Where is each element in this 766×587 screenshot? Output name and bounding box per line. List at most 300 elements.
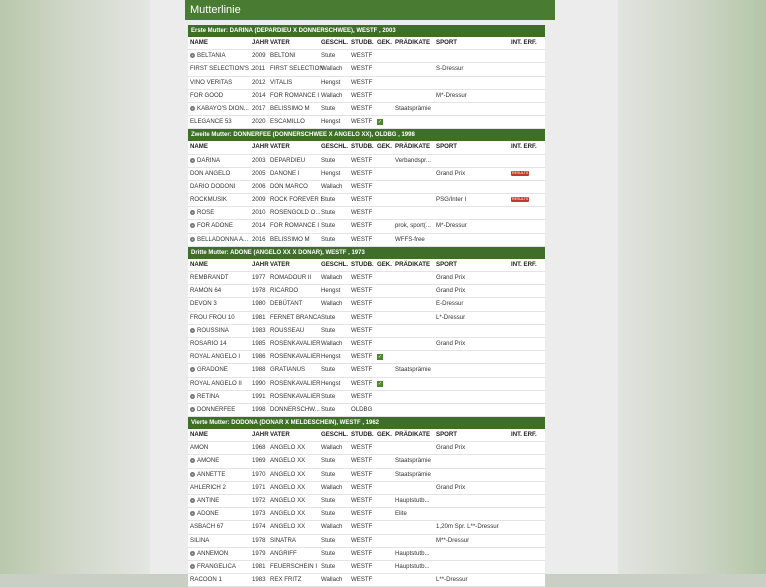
cell-vater: ROSENKAVALIER <box>270 392 321 400</box>
horse-name-link[interactable] <box>190 103 248 115</box>
cell-vater: BELISSIMO M <box>270 235 310 243</box>
results-badge[interactable]: RESULTS <box>512 170 529 175</box>
horse-name: DARINA <box>197 156 221 164</box>
table-row[interactable] <box>188 285 545 298</box>
cell-sport: S-Dressur <box>436 65 464 73</box>
cell-stud: WESTF <box>351 222 373 230</box>
cell-prad: Staatsprämie <box>395 104 431 112</box>
cell-vater: DEBÜTANT <box>270 300 303 308</box>
cell-prad: Staatsprämie <box>395 470 431 478</box>
cell-jahr: 2010 <box>252 209 266 217</box>
cell-gesch: Stute <box>321 104 336 112</box>
column-header-name: NAME <box>190 260 208 268</box>
cell-gesch: Wallach <box>321 182 343 190</box>
cell-jahr: 1979 <box>252 549 266 557</box>
cell-gesch: Wallach <box>321 576 343 584</box>
column-header-vater: VATER <box>270 39 290 46</box>
expand-plus-icon[interactable]: + <box>191 53 194 59</box>
cell-gesch: Stute <box>321 235 336 243</box>
background-left <box>0 0 150 574</box>
cell-vater: ROMADOUR II <box>270 274 312 281</box>
cell-gesch: Wallach <box>321 65 343 73</box>
cell-prad: WFFS-free <box>395 235 425 243</box>
horse-name-link[interactable] <box>190 90 248 102</box>
cell-stud: WESTF <box>351 457 373 465</box>
column-header-sport: SPORT <box>436 39 457 46</box>
horse-name-link[interactable] <box>190 325 248 337</box>
cell-vater: ANGELO XX <box>270 470 306 478</box>
table-row[interactable] <box>188 469 545 482</box>
cell-gesch: Stute <box>321 156 336 164</box>
cell-sport: L**-Dressur <box>436 576 468 584</box>
horse-name: FROU FROU 10 <box>190 313 235 321</box>
horse-name: ROYAL ANGELO I <box>190 353 241 361</box>
column-header-row <box>188 259 545 272</box>
horse-name-link[interactable] <box>190 194 248 206</box>
cell-jahr: 1983 <box>252 576 266 584</box>
horse-name: FOR GOOD <box>190 91 224 99</box>
horse-name: ADONE <box>197 510 219 518</box>
column-header-vater: VATER <box>270 260 290 268</box>
cell-stud: WESTF <box>351 313 373 321</box>
cell-stud: WESTF <box>351 118 373 126</box>
section-title: Erste Mutter: DARINA (DEPARDIEU X DONNERSCHWEE), WESTF , 2003 <box>188 25 545 37</box>
column-header-stud: STUDB. <box>351 431 374 439</box>
cell-jahr: 2009 <box>252 196 266 204</box>
horse-name: RACOON 1 <box>190 576 222 584</box>
expand-plus-icon[interactable]: + <box>191 327 194 333</box>
expand-plus-icon[interactable]: + <box>191 563 194 569</box>
cell-jahr: 2012 <box>252 78 266 86</box>
horse-name-link[interactable] <box>190 574 248 586</box>
cell-gesch: Hengst <box>321 78 341 86</box>
horse-name: ANNEMON <box>197 549 229 557</box>
horse-name-link[interactable] <box>190 168 248 180</box>
horse-name-link[interactable] <box>190 378 248 390</box>
column-header-prad: PRÄDIKATE <box>395 431 431 439</box>
column-header-int: INT. ERF. <box>511 431 537 439</box>
column-header-vater: VATER <box>270 143 290 151</box>
horse-name-link[interactable] <box>190 77 248 89</box>
cell-jahr: 1970 <box>252 470 266 478</box>
table-row[interactable] <box>188 63 545 76</box>
table-row[interactable] <box>188 574 545 587</box>
horse-name-link[interactable] <box>190 116 248 128</box>
table-row[interactable] <box>188 194 545 207</box>
cell-jahr: 2011 <box>252 65 266 73</box>
horse-name-link[interactable] <box>190 404 248 416</box>
expand-plus-icon[interactable]: + <box>191 105 194 111</box>
cell-stud: WESTF <box>351 562 373 570</box>
cell-gesch: Hengst <box>321 118 341 126</box>
horse-name: FOR ADONE <box>197 222 233 230</box>
column-header-name: NAME <box>190 431 208 439</box>
cell-sport: Grand Prix <box>436 287 466 295</box>
cell-prad: prok, sport(... <box>395 222 431 230</box>
cell-jahr: 2020 <box>252 118 266 126</box>
cell-jahr: 1991 <box>252 392 266 400</box>
cell-sport: PSG/Inter I <box>436 196 467 204</box>
horse-name: GRADONE <box>197 366 228 374</box>
horse-name-link[interactable] <box>190 535 248 547</box>
cell-gesch: Wallach <box>321 523 343 531</box>
horse-name-link[interactable] <box>190 298 248 310</box>
expand-plus-icon[interactable]: + <box>191 550 194 556</box>
cell-sport: Grand Prix <box>436 339 466 347</box>
cell-jahr: 1971 <box>252 483 266 491</box>
horse-name: RETINA <box>197 392 220 400</box>
table-row[interactable] <box>188 378 545 391</box>
table-row[interactable] <box>188 207 545 220</box>
section-title: Zweite Mutter: DONNERFEE (DONNERSCHWEE X ANGELO XX), OLDBG , 1998 <box>188 129 545 141</box>
horse-name-link[interactable] <box>190 364 248 376</box>
horse-name-link[interactable] <box>190 207 248 219</box>
gekoert-check-icon: ✓ <box>377 354 383 361</box>
column-header-gesch: GESCHL. <box>321 143 349 151</box>
cell-vater: BELTONI <box>270 52 296 60</box>
cell-jahr: 1973 <box>252 510 266 518</box>
horse-name: ROUSSINA <box>197 326 229 334</box>
cell-sport: Grand Prix <box>436 444 466 452</box>
column-header-jahr: JAHR <box>252 143 269 151</box>
cell-jahr: 1998 <box>252 405 266 413</box>
horse-name: ASBACH 67 <box>190 523 224 531</box>
cell-gesch: Stute <box>321 549 336 557</box>
table-row[interactable] <box>188 442 545 455</box>
horse-name-link[interactable] <box>190 234 248 246</box>
cell-stud: WESTF <box>351 470 373 478</box>
cell-sport: E-Dressur <box>436 300 464 308</box>
horse-name-link[interactable] <box>190 285 248 297</box>
cell-gesch: Stute <box>321 366 336 374</box>
cell-gesch: Stute <box>321 562 336 570</box>
table-row[interactable] <box>188 77 545 90</box>
horse-name-link[interactable] <box>190 351 248 363</box>
horse-name: AMONE <box>197 457 220 465</box>
cell-stud: WESTF <box>351 497 373 504</box>
column-header-gesch: GESCHL. <box>321 431 349 439</box>
table-row[interactable] <box>188 455 545 468</box>
cell-vater: ROSENKAVALIER <box>270 353 321 361</box>
horse-name-link[interactable] <box>190 220 248 232</box>
cell-vater: ROSENKAVALIER <box>270 339 321 347</box>
cell-vater: ANGELO XX <box>270 444 306 452</box>
expand-plus-icon[interactable]: + <box>191 471 194 477</box>
cell-vater: BELISSIMO M <box>270 104 310 112</box>
table-row[interactable] <box>188 272 545 285</box>
column-header-sport: SPORT <box>436 260 457 268</box>
horse-name: KABAYO'S DION... <box>197 104 249 112</box>
horse-name: AMON <box>190 444 209 452</box>
cell-gesch: Stute <box>321 313 336 321</box>
horse-name-link[interactable] <box>190 63 256 75</box>
cell-gesch: Stute <box>321 457 336 465</box>
table-row[interactable] <box>188 325 545 338</box>
cell-int <box>511 194 543 206</box>
horse-name-link[interactable] <box>190 50 248 62</box>
column-header-jahr: JAHR <box>252 431 269 439</box>
cell-vater: RICARDO <box>270 287 299 295</box>
horse-name-link[interactable] <box>190 391 248 403</box>
expand-plus-icon[interactable]: + <box>191 210 194 216</box>
gekoert-check-icon: ✓ <box>377 380 383 387</box>
cell-stud: WESTF <box>351 156 373 164</box>
cell-stud: WESTF <box>351 366 373 374</box>
cell-stud: WESTF <box>351 235 373 243</box>
table-row[interactable] <box>188 482 545 495</box>
background-right <box>618 0 766 574</box>
horse-name: AHLERICH 2 <box>190 483 226 491</box>
cell-jahr: 2009 <box>252 52 266 60</box>
horse-name: ROSARIO 14 <box>190 339 227 347</box>
column-header-gek: GEK. <box>377 260 392 268</box>
cell-jahr: 1972 <box>252 497 266 504</box>
expand-plus-icon[interactable]: + <box>191 511 194 517</box>
table-row[interactable] <box>188 50 545 63</box>
column-header-gek: GEK. <box>377 431 392 439</box>
cell-vater: ROSENKAVALIER <box>270 379 321 387</box>
expand-plus-icon[interactable]: + <box>191 223 194 229</box>
table-row[interactable] <box>188 155 545 168</box>
expand-plus-icon[interactable]: + <box>191 393 194 399</box>
cell-stud: WESTF <box>351 510 373 518</box>
horse-name: ROCKMUSIK <box>190 196 227 204</box>
horse-name: DONNERFEE <box>197 405 236 413</box>
cell-vater: VITALIS <box>270 78 293 86</box>
cell-gesch: Wallach <box>321 274 343 281</box>
horse-name-link[interactable] <box>190 521 248 533</box>
cell-stud: WESTF <box>351 483 373 491</box>
cell-gesch: Stute <box>321 196 336 204</box>
table-row[interactable] <box>188 338 545 351</box>
cell-gesch: Hengst <box>321 353 341 361</box>
cell-jahr: 2014 <box>252 91 266 99</box>
cell-vater: FIRST SELECTION <box>270 65 324 73</box>
cell-vater: ROSENGOLD O... <box>270 209 321 217</box>
column-header-vater: VATER <box>270 431 290 439</box>
column-header-stud: STUDB. <box>351 39 374 46</box>
horse-name-link[interactable] <box>190 272 248 284</box>
table-row[interactable] <box>188 234 545 247</box>
cell-gesch: Stute <box>321 209 336 217</box>
horse-name-link[interactable] <box>190 495 248 507</box>
horse-name-link[interactable] <box>190 312 248 324</box>
table-row[interactable] <box>188 521 545 534</box>
results-badge[interactable]: RESULTS <box>512 197 529 202</box>
cell-stud: WESTF <box>351 52 373 60</box>
cell-vater: ESCAMILLO <box>270 118 305 126</box>
column-header-int: INT. ERF. <box>511 143 537 151</box>
table-row[interactable] <box>188 535 545 548</box>
table-row[interactable] <box>188 168 545 181</box>
cell-sport: Grand Prix <box>436 274 466 281</box>
expand-plus-icon[interactable]: + <box>191 157 194 163</box>
table-row[interactable] <box>188 391 545 404</box>
horse-name-link[interactable] <box>190 548 248 560</box>
horse-name-link[interactable] <box>190 455 248 467</box>
cell-vater: ANGELO XX <box>270 523 306 531</box>
horse-name: ROSE <box>197 209 215 217</box>
cell-gesch: Stute <box>321 536 336 544</box>
column-header-gek: GEK. <box>377 143 392 151</box>
cell-int <box>511 168 543 180</box>
cell-gesch: Stute <box>321 405 336 413</box>
column-header-gesch: GESCHL. <box>321 260 349 268</box>
cell-stud: WESTF <box>351 182 373 190</box>
cell-jahr: 2016 <box>252 235 266 243</box>
expand-plus-icon[interactable]: + <box>191 458 194 464</box>
horse-name: RAMON 64 <box>190 287 222 295</box>
cell-stud: WESTF <box>351 326 373 334</box>
cell-gesch: Stute <box>321 497 336 504</box>
table-row[interactable] <box>188 351 545 364</box>
horse-name: ANNETTE <box>197 470 226 478</box>
column-header-jahr: JAHR <box>252 260 269 268</box>
table-row[interactable] <box>188 90 545 103</box>
column-header-int: INT. ERF. <box>511 260 537 268</box>
cell-stud: WESTF <box>351 91 373 99</box>
table-row[interactable] <box>188 312 545 325</box>
cell-gek <box>377 351 393 363</box>
cell-sport: Grand Prix <box>436 483 466 491</box>
cell-prad: Staatsprämie <box>395 366 431 374</box>
cell-sport: M**-Dressur <box>436 536 470 544</box>
expand-plus-icon[interactable]: + <box>191 406 194 412</box>
cell-stud: WESTF <box>351 169 373 177</box>
horse-name: ELEGANCE 53 <box>190 118 232 126</box>
horse-name: BELTANIA <box>197 52 226 60</box>
cell-prad: Verbandspr... <box>395 156 431 164</box>
column-header-gesch: GESCHL. <box>321 39 349 46</box>
cell-prad: Staatsprämie <box>395 457 431 465</box>
horse-name-link[interactable] <box>190 442 248 454</box>
column-header-name: NAME <box>190 143 208 151</box>
column-header-sport: SPORT <box>436 143 457 151</box>
cell-prad: Hauptstutb... <box>395 549 430 557</box>
table-row[interactable] <box>188 561 545 574</box>
cell-sport: M*-Dressur <box>436 91 467 99</box>
cell-jahr: 1968 <box>252 444 266 452</box>
table-row[interactable] <box>188 220 545 233</box>
cell-vater: SINATRA <box>270 536 296 544</box>
horse-name-link[interactable] <box>190 181 248 193</box>
cell-jahr: 2014 <box>252 222 266 230</box>
pedigree-table <box>188 25 545 587</box>
panel-title: Mutterlinie <box>185 0 555 20</box>
section-title: Vierte Mutter: DODONA (DONAR X MELDESCHEIN), WESTF , 1962 <box>188 417 545 429</box>
cell-prad: Hauptstutb... <box>395 562 430 570</box>
table-row[interactable] <box>188 548 545 561</box>
column-header-stud: STUDB. <box>351 143 374 151</box>
horse-name-link[interactable] <box>190 338 248 350</box>
cell-jahr: 2005 <box>252 169 266 177</box>
section-title: Dritte Mutter: ADONE (ANGELO XX X DONAR), WESTF , 1973 <box>188 247 545 259</box>
cell-sport: L*-Dressur <box>436 313 466 321</box>
horse-name: FRANGELICA <box>197 562 236 570</box>
cell-jahr: 1988 <box>252 366 266 374</box>
horse-name: REMBRANDT <box>190 274 229 281</box>
horse-name: FIRST SELECTION'S ... <box>190 65 256 73</box>
cell-vater: ANGELO XX <box>270 497 306 504</box>
cell-vater: FOR ROMANCE I <box>270 91 320 99</box>
column-header-int: INT. ERF. <box>511 39 537 46</box>
cell-gek <box>377 116 393 128</box>
column-header-row <box>188 429 545 442</box>
horse-name-link[interactable] <box>190 469 248 481</box>
table-row[interactable] <box>188 116 545 129</box>
table-row[interactable] <box>188 508 545 521</box>
cell-stud: WESTF <box>351 196 373 204</box>
cell-stud: WESTF <box>351 379 373 387</box>
cell-gesch: Stute <box>321 326 336 334</box>
cell-jahr: 1977 <box>252 274 266 281</box>
cell-gesch: Wallach <box>321 91 343 99</box>
horse-name: ANTINE <box>197 497 220 504</box>
expand-plus-icon[interactable]: + <box>191 367 194 373</box>
column-header-prad: PRÄDIKATE <box>395 260 431 268</box>
cell-jahr: 1985 <box>252 339 266 347</box>
horse-name: DON ANGELO <box>190 169 231 177</box>
expand-plus-icon[interactable]: + <box>191 236 194 242</box>
horse-name: ROYAL ANGELO II <box>190 379 242 387</box>
table-row[interactable] <box>188 495 545 508</box>
cell-vater: DONNERSCHW... <box>270 405 320 413</box>
horse-name-link[interactable] <box>190 561 248 573</box>
cell-jahr: 1978 <box>252 536 266 544</box>
horse-name-link[interactable] <box>190 155 248 167</box>
table-row[interactable] <box>188 364 545 377</box>
column-header-prad: PRÄDIKATE <box>395 39 431 46</box>
cell-stud: WESTF <box>351 536 373 544</box>
expand-plus-icon[interactable]: + <box>191 498 194 503</box>
cell-jahr: 1978 <box>252 287 266 295</box>
cell-jahr: 1969 <box>252 457 266 465</box>
cell-prad: Hauptstutb... <box>395 497 430 504</box>
cell-stud: WESTF <box>351 65 373 73</box>
horse-name: DARIO DODONI <box>190 182 236 190</box>
column-header-gek: GEK. <box>377 39 392 46</box>
cell-vater: DEPARDIEU <box>270 156 306 164</box>
horse-name: BELLADONNA A... <box>197 235 249 243</box>
cell-jahr: 1986 <box>252 353 266 361</box>
cell-jahr: 2003 <box>252 156 266 164</box>
cell-jahr: 1981 <box>252 562 266 570</box>
cell-jahr: 1983 <box>252 326 266 334</box>
cell-stud: WESTF <box>351 300 373 308</box>
cell-stud: WESTF <box>351 549 373 557</box>
table-row[interactable] <box>188 404 545 417</box>
cell-jahr: 2017 <box>252 104 266 112</box>
table-row[interactable] <box>188 181 545 194</box>
cell-stud: WESTF <box>351 104 373 112</box>
cell-gek <box>377 378 393 390</box>
cell-vater: REX FRITZ <box>270 576 302 584</box>
cell-stud: WESTF <box>351 339 373 347</box>
cell-vater: ANGELO XX <box>270 483 306 491</box>
table-row[interactable] <box>188 103 545 116</box>
cell-stud: WESTF <box>351 209 373 217</box>
cell-vater: ROUSSEAU <box>270 326 305 334</box>
cell-stud: WESTF <box>351 444 373 452</box>
column-header-row <box>188 37 545 50</box>
horse-name: SILINA <box>190 536 210 544</box>
horse-name: VINO VERITAS <box>190 78 233 86</box>
cell-gesch: Wallach <box>321 483 343 491</box>
cell-stud: WESTF <box>351 523 373 531</box>
table-row[interactable] <box>188 298 545 311</box>
horse-name-link[interactable] <box>190 508 248 520</box>
horse-name-link[interactable] <box>190 482 248 494</box>
